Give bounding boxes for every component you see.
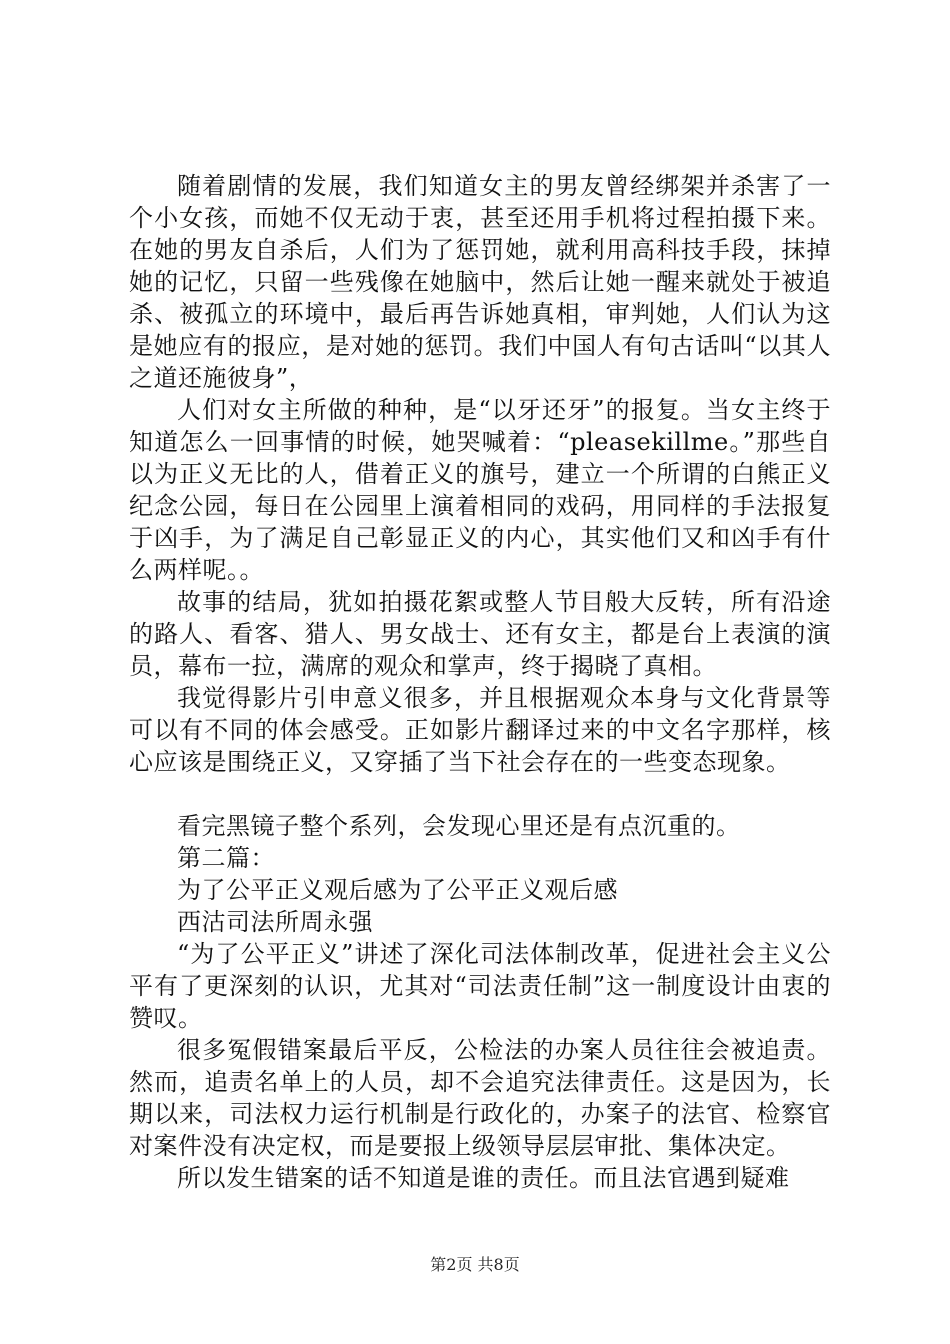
paragraph-1: 随着剧情的发展，我们知道女主的男友曾经绑架并杀害了一个小女孩，而她不仅无动于衷，甚至还用手机将过程拍摄下来。在她的男友自杀后，人们为了惩罚她，就利用高科技手段，抹掉她的记忆，只留一些残像在她脑中，然后让她一醒来就处于被追杀、被孤立的环境中，最后再告诉她真相，审判她，人们认为这是她应有的报应，是对她的惩罚。我们中国人有句古话叫“以其人之道还施彼身”，	[129, 172, 831, 392]
author-line: 西沽司法所周永强	[177, 908, 373, 936]
paragraph-5: 看完黑镜子整个系列，会发现心里还是有点沉重的。	[177, 812, 741, 840]
blank-line	[129, 778, 831, 810]
page-number-label: 第2页 共8页	[430, 1255, 520, 1274]
paragraph-6: “为了公平正义”讲述了深化司法体制改革，促进社会主义公平有了更深刻的认识，尤其对“司法责任制”这一制度设计由衷的赞叹。	[129, 940, 831, 1032]
document-body	[129, 170, 831, 1194]
paragraph-2: 人们对女主所做的种种，是“以牙还牙”的报复。当女主终于知道怎么一回事情的时候，她哭喊着：“pleasekillme。”那些自以为正义无比的人，借着正义的旗号，建立一个所谓的白熊正义纪念公园，每日在公园里上演着相同的戏码，用同样的手法报复于凶手，为了满足自己彰显正义的内心，其实他们又和凶手有什么两样呢。。	[129, 396, 831, 584]
paragraph-4: 我觉得影片引申意义很多，并且根据观众本身与文化背景等可以有不同的体会感受。正如影片翻译过来的中文名字那样，核心应该是围绕正义，又穿插了当下社会存在的一些变态现象。	[129, 684, 831, 776]
section-heading: 第二篇：	[177, 844, 275, 872]
article-title: 为了公平正义观后感为了公平正义观后感	[177, 876, 618, 904]
paragraph-8: 所以发生错案的话不知道是谁的责任。而且法官遇到疑难	[177, 1164, 790, 1192]
page-footer	[0, 1255, 950, 1275]
paragraph-7: 很多冤假错案最后平反，公检法的办案人员往往会被追责。然而，追责名单上的人员，却不会追究法律责任。这是因为，长期以来，司法权力运行机制是行政化的，办案子的法官、检察官对案件没有决定权，而是要报上级领导层层审批、集体决定。	[129, 1036, 831, 1160]
paragraph-3: 故事的结局，犹如拍摄花絮或整人节目般大反转，所有沿途的路人、看客、猎人、男女战士、还有女主，都是台上表演的演员，幕布一拉，满席的观众和掌声，终于揭晓了真相。	[129, 588, 831, 680]
